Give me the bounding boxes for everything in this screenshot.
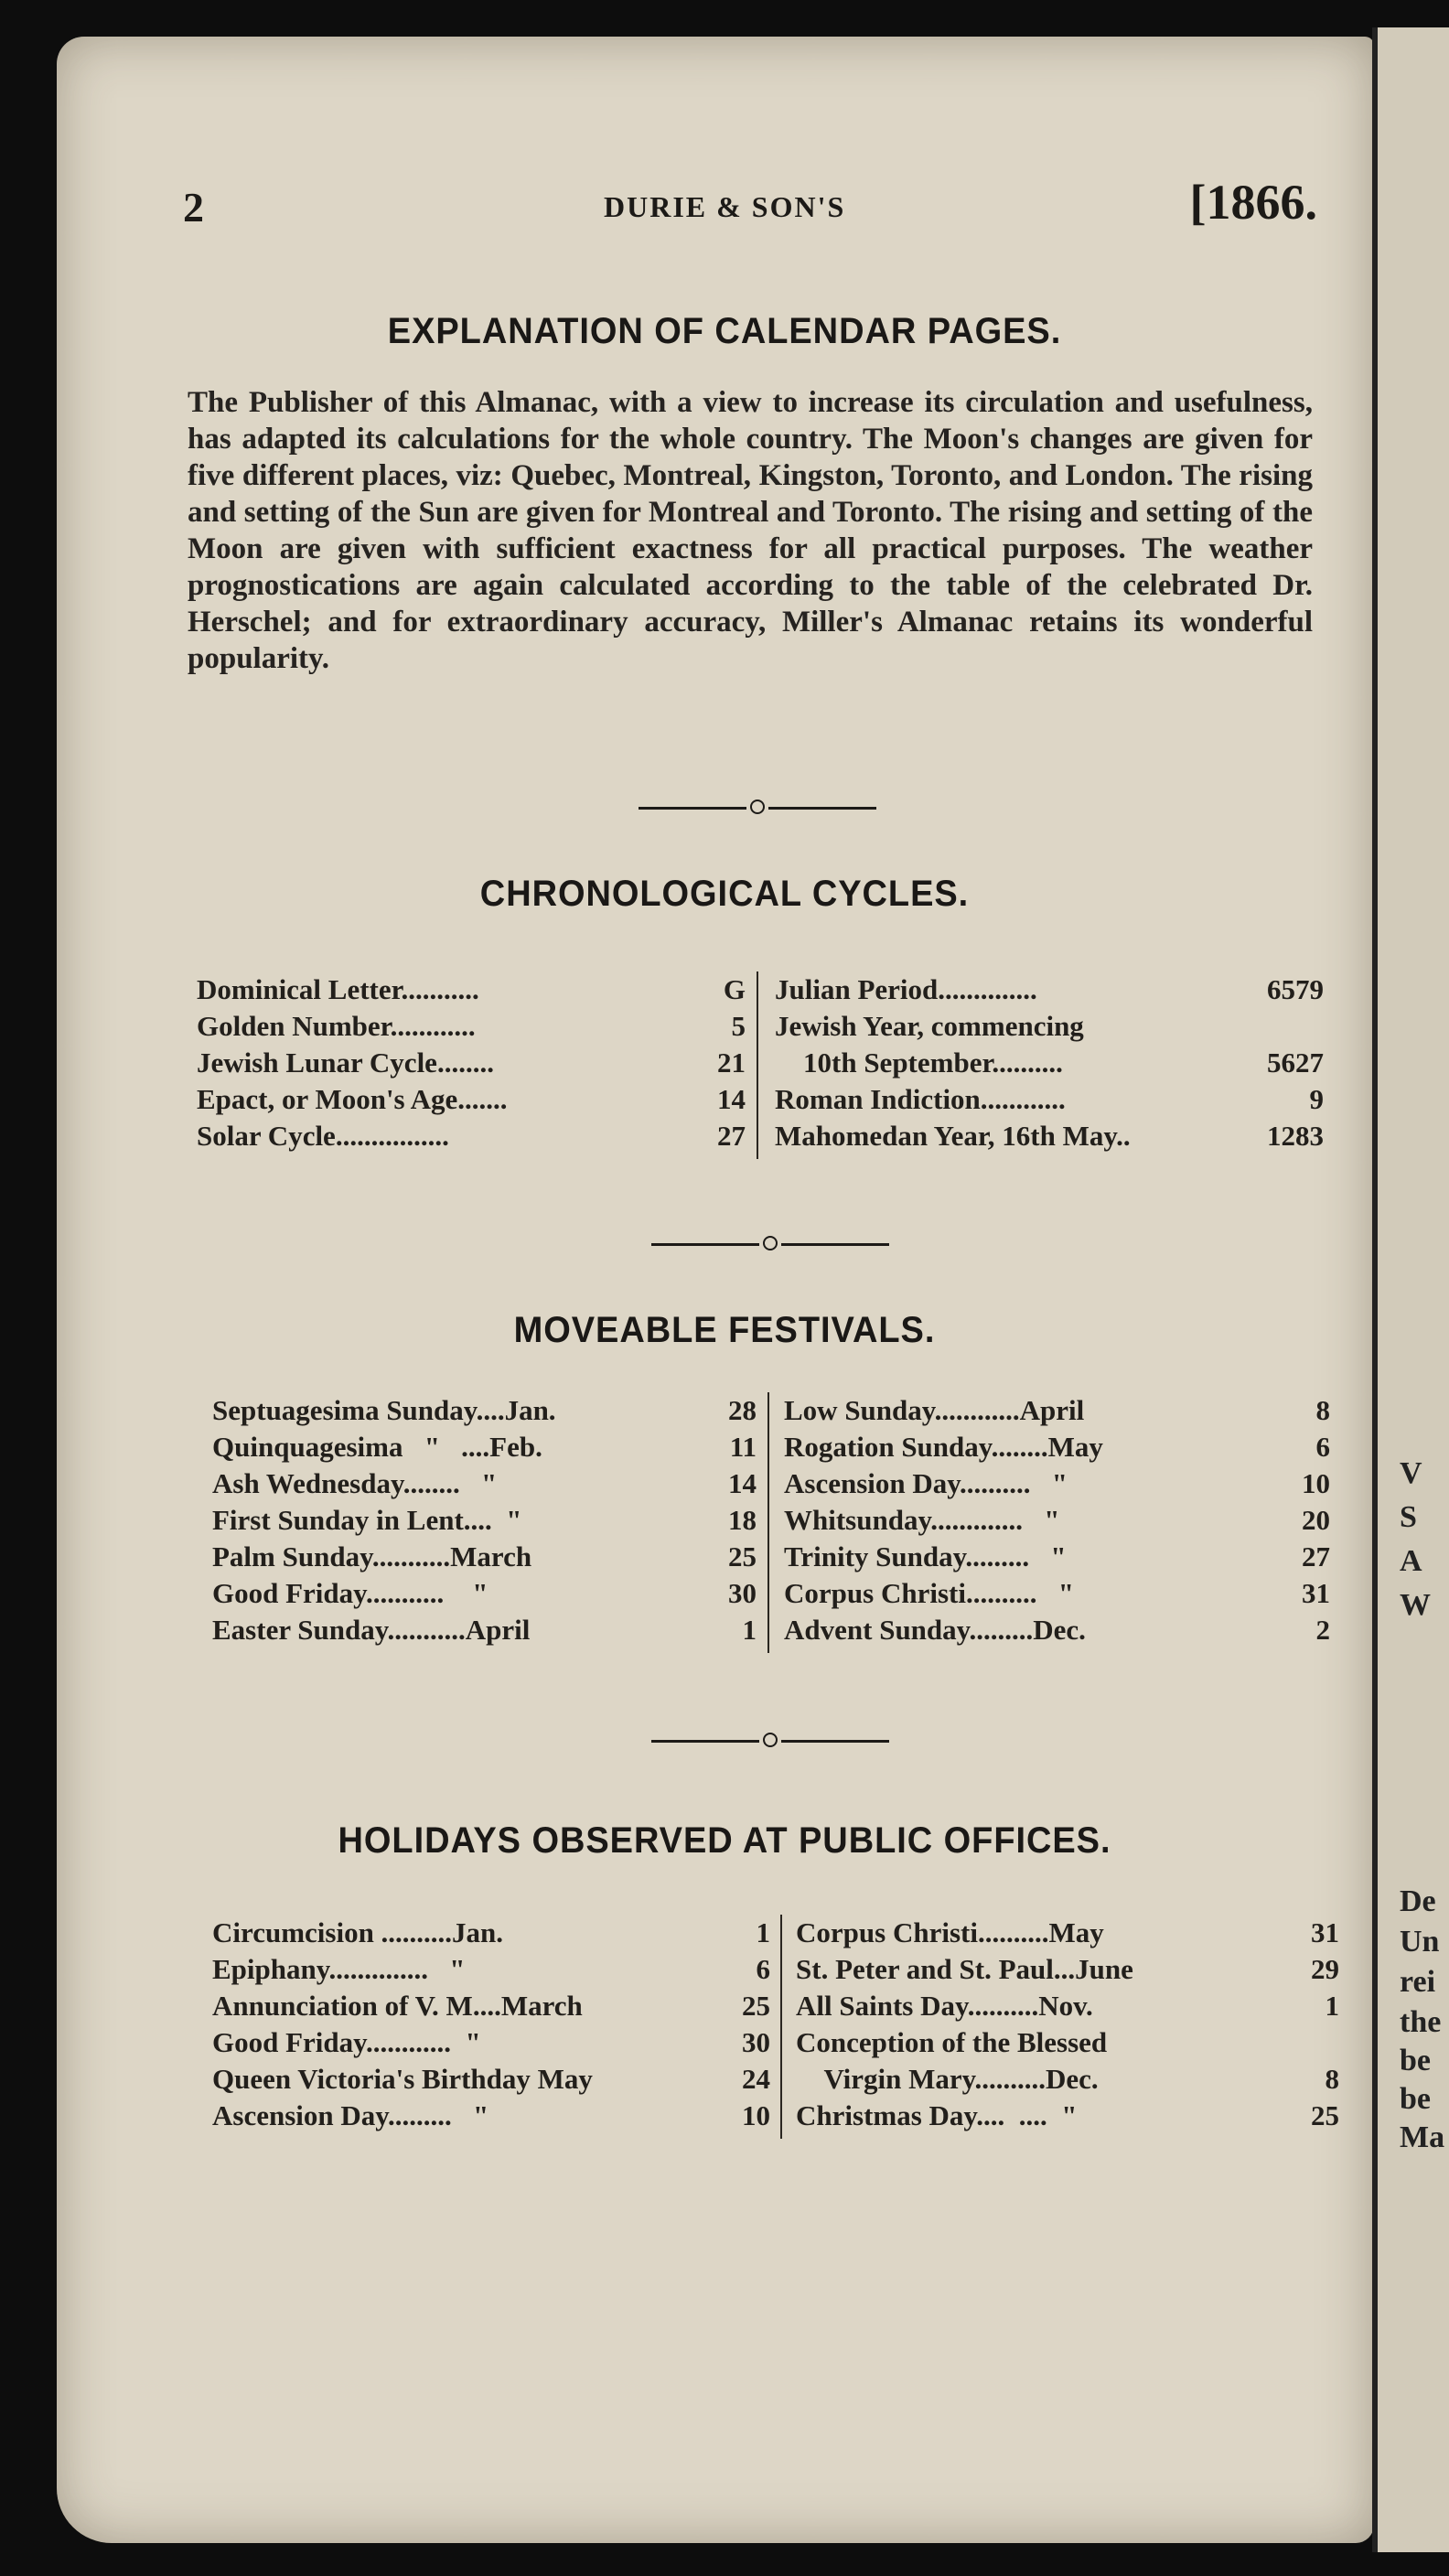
festivals-title: MOVEABLE FESTIVALS. (513, 1310, 936, 1350)
table-row: Julian Period.............. 6579 (775, 973, 1324, 1005)
page-number: 2 (183, 184, 204, 231)
table-row: Golden Number............ 5 (197, 1010, 746, 1042)
table-row: Conception of the Blessed (796, 2026, 1108, 2058)
running-head: DURIE & SON'S (604, 190, 846, 223)
table-row: Good Friday............ " 30 (212, 2026, 770, 2058)
table-row: Easter Sunday...........April 1 (212, 1614, 757, 1646)
festivals-left-column (212, 1392, 757, 1648)
adjacent-fragment: A (1400, 1544, 1422, 1578)
table-row: First Sunday in Lent.... " 18 (212, 1504, 757, 1536)
table-row: Low Sunday............April 8 (784, 1394, 1330, 1426)
table-row: Advent Sunday.........Dec. 2 (784, 1614, 1330, 1646)
running-header (183, 174, 1317, 229)
section-divider (651, 1235, 889, 1253)
adjacent-fragment: W (1400, 1588, 1431, 1622)
table-row: Dominical Letter........... G (197, 973, 746, 1005)
table-row: Circumcision ..........Jan. 1 (212, 1916, 770, 1948)
table-row: Palm Sunday...........March 25 (212, 1540, 757, 1572)
table-row: Whitsunday............. " 20 (784, 1504, 1330, 1536)
table-row: Rogation Sunday........May 6 (784, 1431, 1330, 1463)
table-row: Queen Victoria's Birthday May 24 (212, 2063, 770, 2095)
table-row: Jewish Lunar Cycle........ 21 (197, 1046, 746, 1079)
adjacent-fragment: Ma (1400, 2120, 1445, 2154)
cycles-title: CHRONOLOGICAL CYCLES. (479, 874, 970, 914)
table-row: Corpus Christi..........May 31 (796, 1916, 1339, 1948)
table-row: Good Friday........... " 30 (212, 1577, 757, 1609)
table-row: Quinquagesima " ....Feb. 11 (212, 1431, 757, 1463)
table-row: Roman Indiction............ 9 (775, 1083, 1324, 1115)
section-divider (651, 1732, 889, 1750)
table-row: Solar Cycle................ 27 (197, 1120, 746, 1152)
adjacent-fragment: the (1400, 2005, 1442, 2039)
table-row: Jewish Year, commencing (775, 1010, 1084, 1042)
explanation-title: EXPLANATION OF CALENDAR PAGES. (387, 311, 1062, 351)
holidays-left-column (212, 1915, 770, 2134)
table-row: Ascension Day.......... " 10 (784, 1467, 1330, 1499)
adjacent-fragment: be (1400, 2044, 1431, 2077)
cycles-left-column (197, 971, 746, 1154)
column-rule (767, 1392, 769, 1653)
table-row: Epiphany.............. " 6 (212, 1953, 770, 1985)
adjacent-fragment: Un (1400, 1925, 1440, 1959)
table-row: Ascension Day......... " 10 (212, 2099, 770, 2131)
table-row: Mahomedan Year, 16th May.. 1283 (775, 1120, 1324, 1152)
cycles-right-column (775, 971, 1324, 1154)
year-label: [1866. (1189, 175, 1317, 230)
table-row: Corpus Christi.......... " 31 (784, 1577, 1330, 1609)
section-divider (639, 799, 876, 817)
adjacent-fragment: De (1400, 1884, 1436, 1918)
adjacent-fragment: S (1400, 1500, 1417, 1534)
table-row: All Saints Day..........Nov. 1 (796, 1990, 1339, 2022)
table-row: Ash Wednesday........ " 14 (212, 1467, 757, 1499)
table-row: 10th September.......... 5627 (775, 1046, 1324, 1079)
table-row: Septuagesima Sunday....Jan. 28 (212, 1394, 757, 1426)
table-row: Christmas Day.... .... " 25 (796, 2099, 1339, 2131)
cycles-table (197, 971, 1322, 1164)
table-row: Trinity Sunday......... " 27 (784, 1540, 1330, 1572)
explanation-body: The Publisher of this Almanac, with a view to increase its circulation and usefulness, has adapted its calculations for the whole country. The Moon's changes are given for five different places, viz: Quebec, Montreal, Kingston, Toronto, and London. The rising and setting of the Sun are given for Montreal and Toronto. The rising and setting of the Moon are given with sufficient exactness for all practical purposes. The weather prognostications are again calculated according to the table of the celebrated Dr. Herschel; and for extraordinary accuracy, Miller's Almanac retains its wonderful popularity. (188, 386, 1313, 675)
column-rule (757, 971, 758, 1159)
adjacent-page-edge (1372, 27, 1449, 2552)
festivals-right-column (784, 1392, 1330, 1648)
table-row: Annunciation of V. M....March 25 (212, 1990, 770, 2022)
adjacent-fragment: rei (1400, 1965, 1436, 1999)
holidays-table (212, 1915, 1339, 2143)
holidays-right-column (796, 1915, 1339, 2134)
adjacent-fragment: V (1400, 1456, 1422, 1490)
table-row: Epact, or Moon's Age....... 14 (197, 1083, 746, 1115)
table-row: St. Peter and St. Paul...June 29 (796, 1953, 1339, 1985)
adjacent-fragment: be (1400, 2082, 1431, 2116)
table-row: Virgin Mary..........Dec. 8 (796, 2063, 1339, 2095)
holidays-title: HOLIDAYS OBSERVED AT PUBLIC OFFICES. (338, 1820, 1111, 1861)
festivals-table (212, 1392, 1330, 1658)
column-rule (780, 1915, 782, 2139)
